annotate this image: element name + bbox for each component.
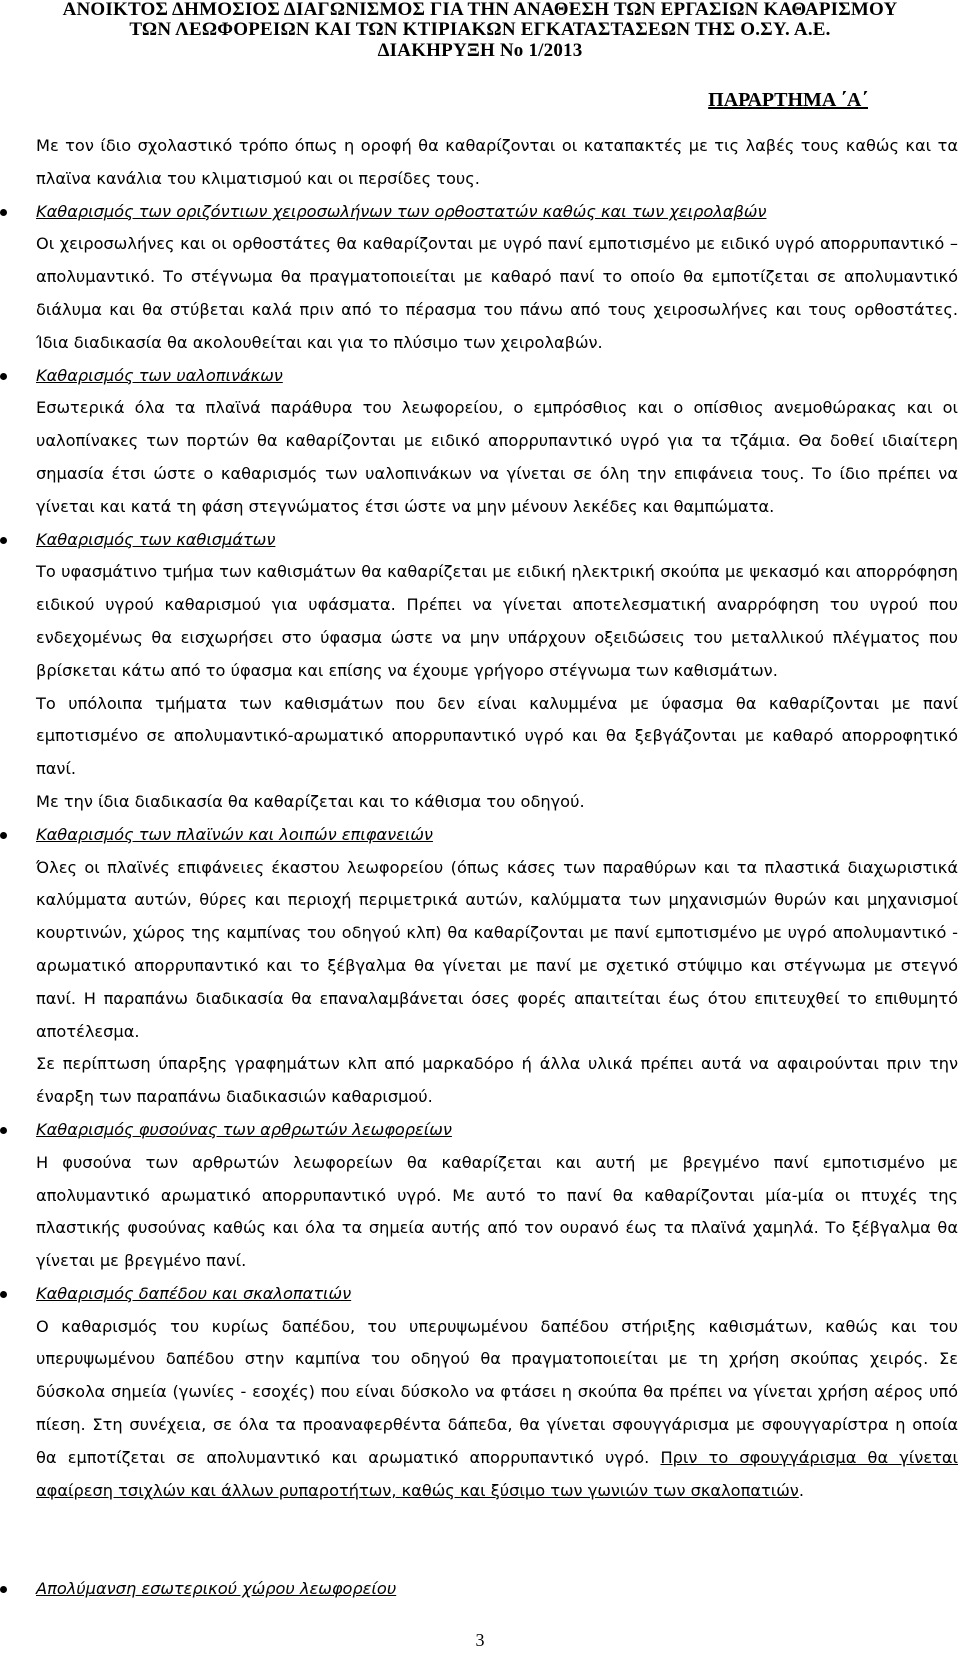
- section-paragraph: Εσωτερικά όλα τα πλαϊνά παράθυρα του λεωφορείου, ο εμπρόσθιος και ο οπίσθιος ανεμοθώρακας και οι υαλοπίνακες των πορτών θα καθαρίζονται με ειδικό απορρυπαντικό υγρό για τα τζάμια. Θα δοθεί ιδιαίτερη σημασία έτσι ώστε ο καθαρισμός των υαλοπινάκων να γίνεται σε όλη την επιφάνεια τους. Το ίδιο πρέπει να γίνεται και κατά τη φάση στεγνώματος έτσι ώστε να μην μένουν λεκέδες και θαμπώματα.: [36, 398, 958, 516]
- header-line-2: ΤΩΝ ΛΕΩΦΟΡΕΙΩΝ ΚΑΙ ΤΩΝ ΚΤΙΡΙΑΚΩΝ ΕΓΚΑΤΑΣΤΑΣΕΩΝ ΤΗΣ Ο.ΣΥ. Α.Ε.: [129, 19, 831, 40]
- annex-title: ΠΑΡΑΡΤΗΜΑ ΄Α΄: [708, 89, 868, 111]
- spacer: [36, 1507, 958, 1573]
- page-number: 3: [475, 1630, 485, 1650]
- section-paragraph: Το υφασμάτινο τμήμα των καθισμάτων θα καθαρίζεται με ειδική ηλεκτρική σκούπα με ψεκασμό και απορρόφηση ειδικού υγρού καθαρισμού για υφάσματα. Πρέπει να γίνεται αποτελεσματική αναρρόφηση του υγρού που ενδεχομένως θα εισχωρήσει στο ύφασμα ώστε να μην υπάρχουν οξειδώσεις του μεταλλικού πλέγματος που βρίσκεται κάτω από το ύφασμα και επίσης να έχουμε γρήγορο στέγνωμα των καθισμάτων.: [36, 562, 958, 680]
- section-heading: Καθαρισμός των υαλοπινάκων: [36, 360, 958, 393]
- bullet-icon: [0, 537, 7, 544]
- header-line-1: ΑΝΟΙΚΤΟΣ ΔΗΜΟΣΙΟΣ ΔΙΑΓΩΝΙΣΜΟΣ ΓΙΑ ΤΗΝ ΑΝΑΘΕΣΗ ΤΩΝ ΕΡΓΑΣΙΩΝ ΚΑΘΑΡΙΣΜΟΥ: [62, 0, 898, 20]
- section-floor: [36, 1278, 958, 1508]
- section-heading: Καθαρισμός των οριζόντιων χειροσωλήνων των ορθοστατών καθώς και των χειρολαβών: [36, 196, 958, 229]
- section-side-surfaces: [36, 819, 958, 1114]
- section-seats: [36, 524, 958, 819]
- section-paragraph: Ο καθαρισμός του κυρίως δαπέδου, του υπερυψωμένου δαπέδου στήριξης καθισμάτων, καθώς και του υπερυψωμένου δαπέδου στην καμπίνα του οδηγού θα πραγματοποιείται με τη χρήση σκούπας χειρός. Σε δύσκολα σημεία (γωνίες - εσοχές) που είναι δύσκολο να φτάσει η σκούπα θα πρέπει να γίνεται χρήση αέρος υπό πίεση. Στη συνέχεια, σε όλα τα προαναφερθέντα δάπεδα, θα γίνεται σφουγγάρισμα με σφουγγαρίστρα η οποία θα εμποτίζεται σε απολυμαντικό και αρωματικό απορρυπαντικό υγρό. Πριν το σφουγγάρισμα θα γίνεται αφαίρεση τσιχλών και άλλων ρυπαρoτήτων, καθώς και ξύσιμο των γωνιών των σκαλοπατιών.: [36, 1316, 958, 1500]
- section-windows: [36, 360, 958, 524]
- intro-paragraph: Με τον ίδιο σχολαστικό τρόπο όπως η οροφή θα καθαρίζονται οι καταπακτές με τις λαβές τους καθώς και τα πλαϊνα κανάλια του κλιματισμού και οι περσίδες τους.: [36, 136, 958, 188]
- section-heading: Καθαρισμός των καθισμάτων: [36, 524, 958, 557]
- section-handrails: [36, 196, 958, 360]
- bullet-icon: [0, 209, 7, 216]
- section-heading: Απολύμανση εσωτερικού χώρου λεωφορείου: [36, 1573, 958, 1606]
- section-paragraph: Η φυσούνα των αρθρωτών λεωφορείων θα καθαρίζεται και αυτή με βρεγμένο πανί εμποτισμένο με απολυμαντικό αρωματικό απορρυπαντικό υγρό. Με αυτό το πανί θα καθαρίζονται μία-μία οι πτυχές της πλαστικής φυσούνας καθώς και όλα τα σημεία αυτής από τον ουρανό έως τα πλαϊνά χαμηλά. Το ξέβγαλμα θα γίνεται με βρεγμένο πανί.: [36, 1152, 958, 1271]
- section-paragraph: Με την ίδια διαδικασία θα καθαρίζεται και το κάθισμα του οδηγού.: [36, 791, 585, 811]
- header-line-3: ΔΙΑΚΗΡΥΞΗ Νο 1/2013: [377, 40, 583, 61]
- section-paragraph: Το υπόλοιπα τμήματα των καθισμάτων που δεν είναι καλυμμένα με ύφασμα θα καθαρίζονται με πανί εμποτισμένο σε απολυμαντικό-αρωματικό απορρυπαντικό υγρό και θα ξεβγάζονται με καθαρό απορροφητικό πανί.: [36, 693, 958, 779]
- section-paragraph: Σε περίπτωση ύπαρξης γραφημάτων κλπ από μαρκαδόρο ή άλλα υλικά πρέπει αυτά να αφαιρούνται πριν την έναρξη των παραπάνω διαδικασιών καθαρισμού.: [36, 1054, 958, 1107]
- bullet-icon: [0, 1291, 7, 1298]
- bullet-icon: [0, 373, 7, 380]
- section-paragraph: Όλες οι πλαϊνές επιφάνειες έκαστου λεωφορείου (όπως κάσες των παραθύρων και τα πλαστικά διαχωριστικά καλύμματα αυτών, θύρες και περιοχή περιμετρικά αυτών, καλύμματα των μηχανισμών θυρών και μηχανισμοί κουρτινών, χώρος της καμπίνας του οδηγού κλπ) θα καθαρίζονται με πανί εμποτισμένο με υγρό απολυμαντικό - αρωματικό απορρυπαντικό και το ξέβγαλμα θα γίνεται με πανί με σχετικό στύψιμο και στέγνωμα με στεγνό πανί. Η παραπάνω διαδικασία θα επαναλαμβάνεται όσες φορές απαιτείται έως ότου επιτευχθεί το επιθυμητό αποτέλεσμα.: [36, 857, 958, 1041]
- bullet-icon: [0, 1586, 7, 1593]
- section-paragraph: Οι χειροσωλήνες και οι ορθοστάτες θα καθαρίζονται με υγρό πανί εμποτισμένο με ειδικό υγρό απορρυπαντικό – απολυμαντικό. Το στέγνωμα θα πραγματοποιείται με καθαρό πανί το οποίο θα εμποτίζεται σε απολυμαντικό διάλυμα και θα στύβεται καλά πριν από το πέρασμα του πάνω από τους χειροσωλήνες και τους ορθοστάτες. Ίδια διαδικασία θα ακολουθείται και για το πλύσιμο των χειρολαβών.: [36, 234, 958, 352]
- underlined-note: Πριν το σφουγγάρισμα θα γίνεται αφαίρεση τσιχλών και άλλων ρυπαρoτήτων, καθώς και ξύσιμο των γωνιών των σκαλοπατιών: [36, 1447, 958, 1500]
- section-heading: Καθαρισμός των πλαϊνών και λοιπών επιφανειών: [36, 819, 958, 852]
- bullet-icon: [0, 1127, 7, 1134]
- section-heading: Καθαρισμός φυσούνας των αρθρωτών λεωφορείων: [36, 1114, 958, 1147]
- bullet-icon: [0, 832, 7, 839]
- document-body: [36, 130, 958, 1606]
- section-bellows: [36, 1114, 958, 1278]
- section-disinfection: [36, 1573, 958, 1606]
- section-heading: Καθαρισμός δαπέδου και σκαλοπατιών: [36, 1278, 958, 1311]
